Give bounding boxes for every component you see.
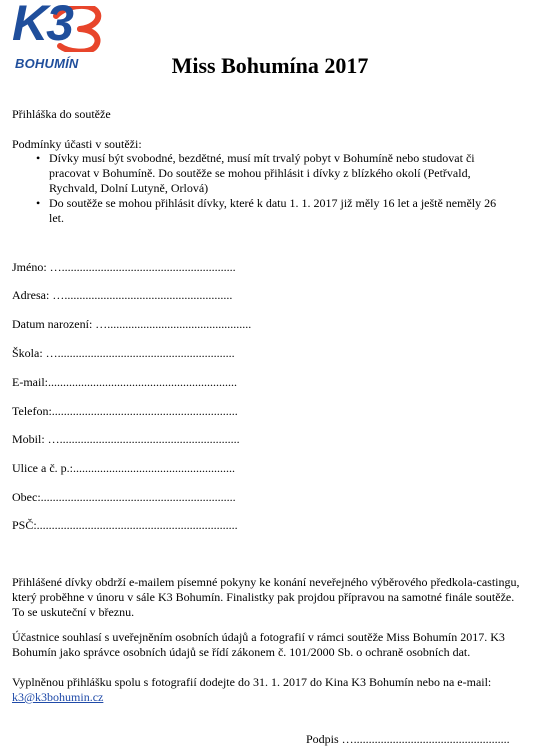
- condition-item: • Do soutěže se mohou přihlásit dívky, které k datu 1. 1. 2017 již měly 16 let a ještě neměly 26 let.: [36, 196, 497, 225]
- field-street[interactable]: Ulice a č. p.:......................................................: [12, 461, 235, 475]
- conditions-heading: Podmínky účasti v soutěži:: [12, 137, 142, 151]
- field-email[interactable]: E-mail:...............................................................: [12, 375, 237, 389]
- field-address[interactable]: Adresa: …........................................................: [12, 288, 233, 302]
- field-mobile[interactable]: Mobil: …............................................................: [12, 432, 240, 446]
- field-birth-date[interactable]: Datum narození: …................................................: [12, 317, 252, 331]
- email-link[interactable]: k3@k3bohumin.cz: [12, 690, 104, 704]
- field-phone[interactable]: Telefon:..............................................................: [12, 404, 238, 418]
- info-paragraph-consent: Účastnice souhlasí s uveřejněním osobních údajů a fotografií v rámci soutěže Miss Bohumín 2017. K3 Bohumín jako správce osobních údajů se řídí zákonem č. 101/2000 Sb. o ochraně osobních dat.: [12, 630, 505, 659]
- field-city[interactable]: Obec:.................................................................: [12, 490, 236, 504]
- field-zip[interactable]: PSČ:...................................................................: [12, 518, 238, 532]
- field-name[interactable]: Jméno: …..........................................................: [12, 260, 236, 274]
- page-title: Miss Bohumína 2017: [171, 53, 369, 78]
- bullet-icon: •: [36, 196, 41, 210]
- submission-text: Vyplněnou přihlášku spolu s fotografií dodejte do 31. 1. 2017 do Kina K3 Bohumín nebo na e-mail:: [12, 675, 492, 689]
- logo-mark: K3: [12, 0, 72, 51]
- bullet-icon: •: [36, 151, 41, 165]
- submission-paragraph: [12, 675, 522, 705]
- field-school[interactable]: Škola: …...........................................................: [12, 346, 235, 360]
- signature-line[interactable]: Podpis …....................................................: [306, 732, 510, 746]
- conditions-list: [12, 151, 502, 226]
- application-label: Přihláška do soutěže: [12, 107, 111, 121]
- condition-item: • Dívky musí být svobodné, bezdětné, musí mít trvalý pobyt v Bohumíně nebo studovat či pracovat v Bohumíně. Do soutěže se mohou přihlásit i dívky z blízkého okolí (Petřvald, Rychvald, Dolní Lutyně, Orlová): [36, 151, 475, 195]
- info-paragraph-casting: Přihlášené dívky obdrží e-mailem písemné pokyny ke konání neveřejného výběrového předkola-castingu, který proběhne v únoru v sále K3 Bohumín. Finalistky pak projdou přípravou na samotné finále soutěže. To se uskuteční v březnu.: [12, 575, 520, 619]
- logo-subtitle: BOHUMÍN: [15, 56, 79, 71]
